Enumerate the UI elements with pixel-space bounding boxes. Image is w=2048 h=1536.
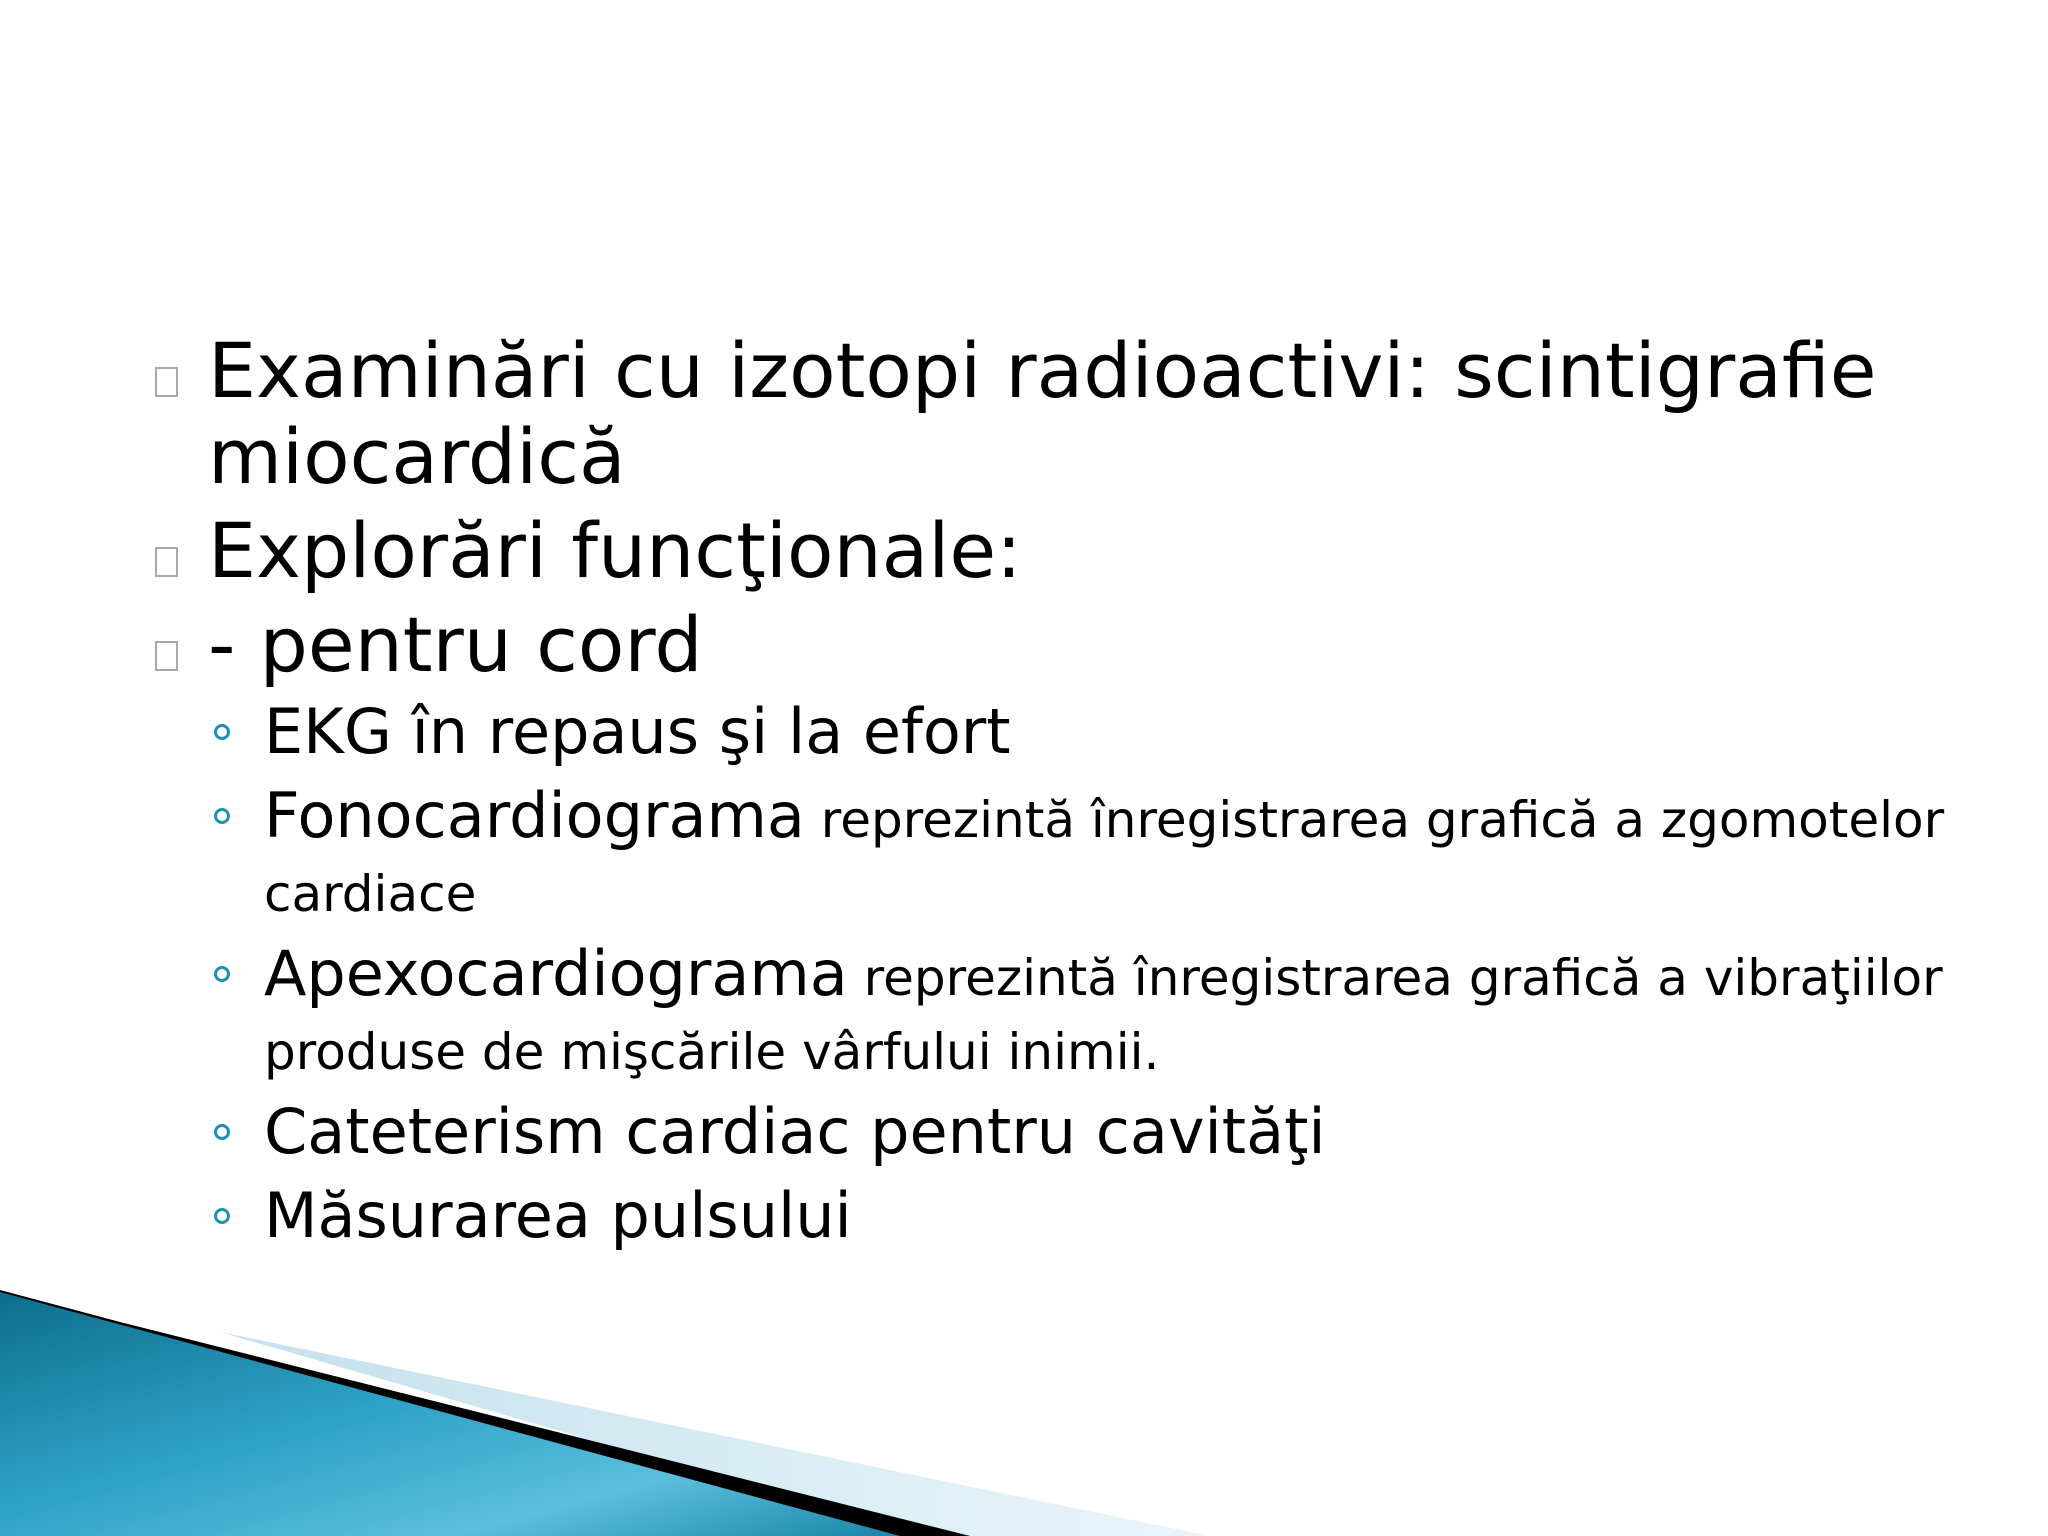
sub-list <box>150 696 2010 1254</box>
list-item-text: Examinări cu izotopi radioactivi: scintigrafie miocardică <box>208 326 1877 501</box>
list-item-text: Explorări funcţionale: <box>208 506 1022 595</box>
list-item <box>150 508 2010 594</box>
circle-bullet-icon <box>214 808 230 824</box>
sub-list-item <box>150 1096 2010 1170</box>
sub-item-lead: Cateterism cardiac pentru cavităţi <box>264 1095 1326 1168</box>
sub-item-lead: Măsurarea pulsului <box>264 1179 852 1252</box>
list-item <box>150 602 2010 688</box>
sub-item-detail: reprezintă înregistrarea grafică a vibraţiilor produse de mişcările vârfului inimii. <box>264 949 1943 1081</box>
sub-list-item <box>150 1180 2010 1254</box>
sub-list-item <box>150 780 2010 928</box>
sub-item-detail: reprezintă înregistrarea grafică a zgomotelor cardiace <box>264 791 1945 923</box>
list-item <box>150 328 2010 500</box>
circle-bullet-icon <box>214 1124 230 1140</box>
sub-list-item <box>150 696 2010 770</box>
list-item-text: - pentru cord <box>208 600 703 689</box>
circle-bullet-icon <box>214 966 230 982</box>
square-bullet-icon <box>155 547 178 577</box>
sub-item-lead: EKG în repaus şi la efort <box>264 695 1011 768</box>
square-bullet-icon <box>155 367 178 397</box>
bullet-list <box>150 328 2010 1264</box>
sub-item-lead: Fonocardiograma <box>264 779 805 852</box>
sub-item-lead: Apexocardiograma <box>264 937 848 1010</box>
square-bullet-icon <box>155 641 178 671</box>
circle-bullet-icon <box>214 1208 230 1224</box>
sub-list-item <box>150 938 2010 1086</box>
circle-bullet-icon <box>214 724 230 740</box>
